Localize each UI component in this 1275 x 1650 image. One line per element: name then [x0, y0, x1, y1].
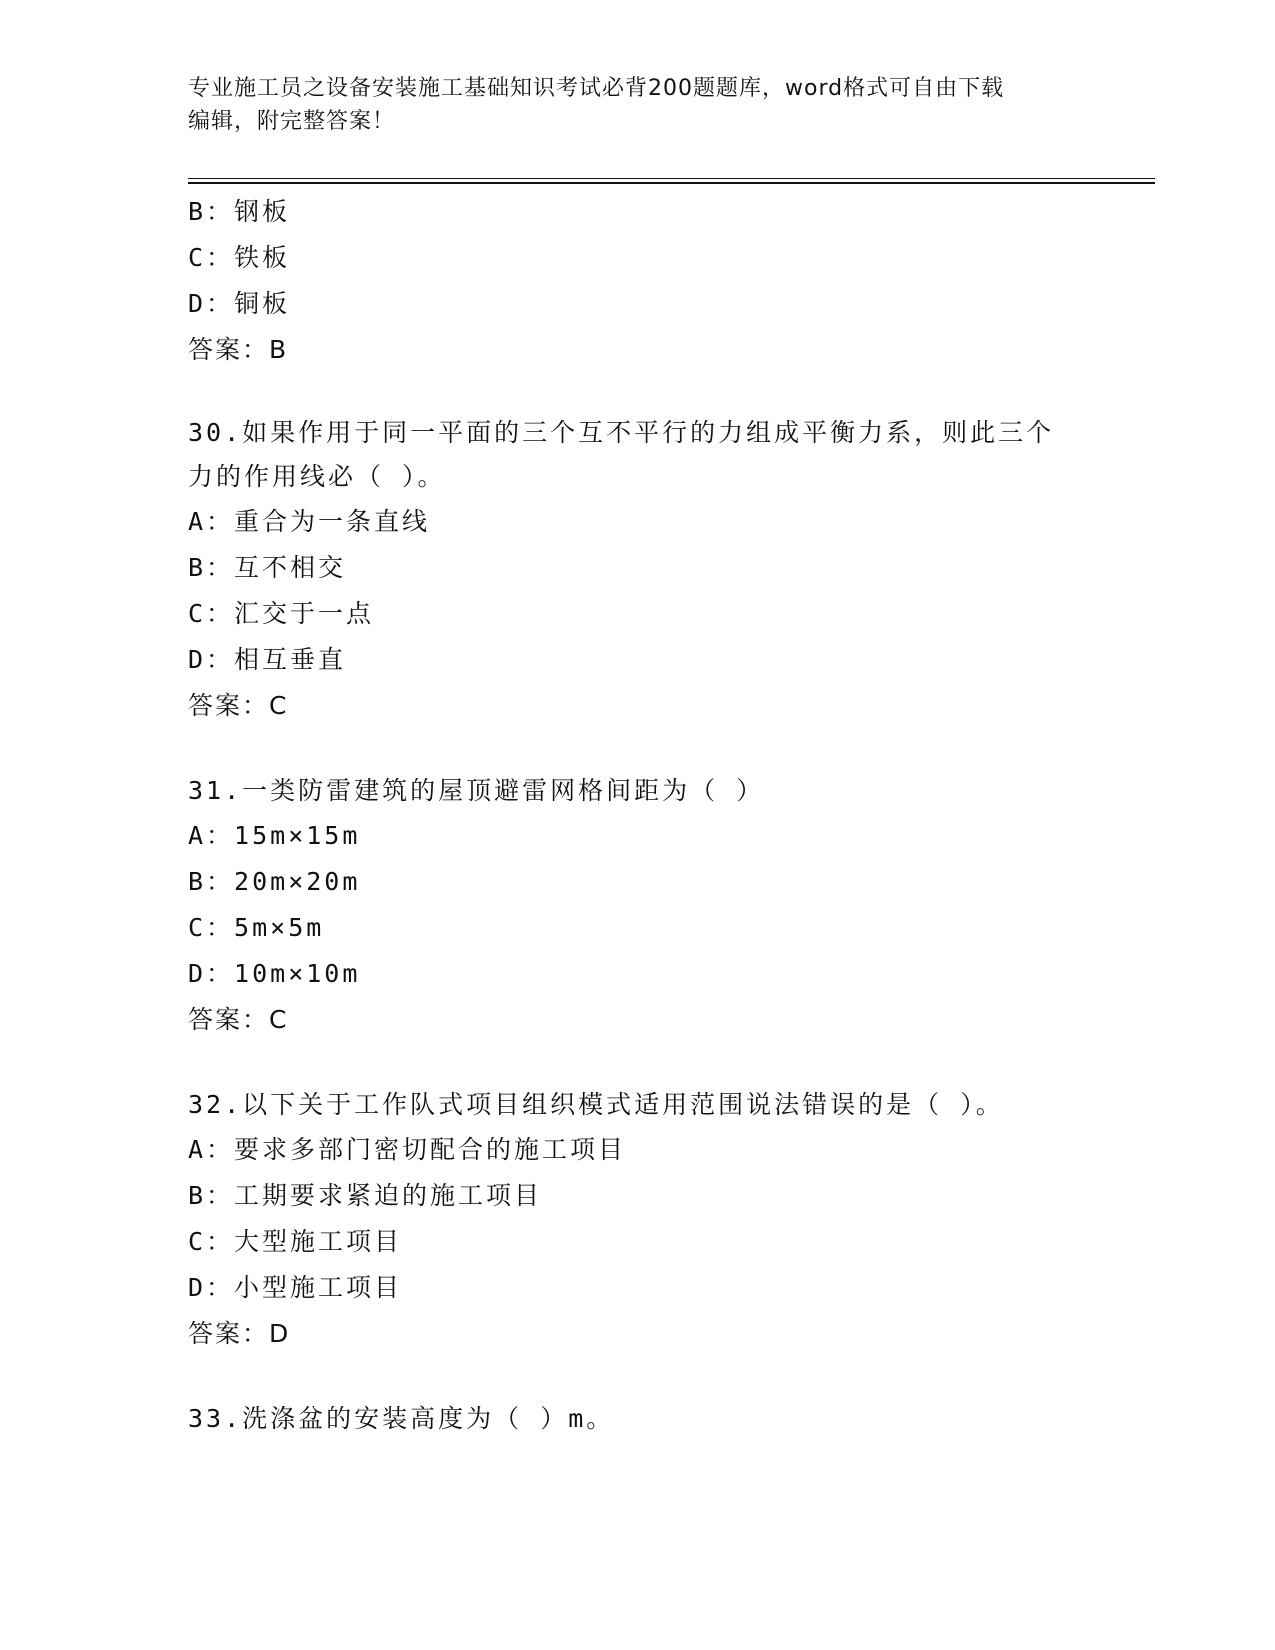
option-b: B：互不相交	[188, 553, 347, 582]
option-d: D：铜板	[188, 289, 291, 318]
spacer	[188, 729, 1088, 769]
question-stem-line: 30.如果作用于同一平面的三个互不平行的力组成平衡力系，则此三个	[188, 418, 1055, 447]
question-stem-line: 力的作用线必（ ）。	[188, 462, 446, 491]
option-d: D：10m×10m	[188, 959, 361, 988]
answer-text: 答案：C	[188, 1005, 289, 1034]
question-33	[188, 1397, 1088, 1441]
option-b: B：钢板	[188, 197, 291, 226]
question-stem	[188, 1083, 1088, 1127]
header-title-line1: 专业施工员之设备安装施工基础知识考试必背200题题库，word格式可自由下载	[188, 76, 1005, 101]
document-header	[188, 72, 1088, 138]
question-list	[188, 189, 1088, 1441]
header-divider-thin	[188, 178, 1155, 179]
answer-text: 答案：B	[188, 335, 289, 364]
spacer	[188, 373, 1088, 411]
question-stem	[188, 1397, 1088, 1441]
question-32	[188, 1083, 1088, 1357]
option-c: C：大型施工项目	[188, 1227, 403, 1256]
option-c: C：5m×5m	[188, 913, 325, 942]
option-a: A：15m×15m	[188, 821, 361, 850]
option-a: A：重合为一条直线	[188, 507, 431, 536]
option-d: D：小型施工项目	[188, 1273, 403, 1302]
question-29-tail	[188, 189, 1088, 373]
question-stem	[188, 411, 1088, 499]
option-d: D：相互垂直	[188, 645, 347, 674]
question-stem-line: 33.洗涤盆的安装高度为（ ）m。	[188, 1404, 615, 1433]
spacer	[188, 1043, 1088, 1083]
question-30	[188, 411, 1088, 729]
option-a: A：要求多部门密切配合的施工项目	[188, 1135, 627, 1164]
question-stem-line: 32.以下关于工作队式项目组织模式适用范围说法错误的是（ ）。	[188, 1090, 1004, 1119]
answer-text: 答案：D	[188, 1319, 291, 1348]
question-stem	[188, 769, 1088, 813]
question-31	[188, 769, 1088, 1043]
option-b: B：工期要求紧迫的施工项目	[188, 1181, 543, 1210]
spacer	[188, 1357, 1088, 1397]
answer-text: 答案：C	[188, 691, 289, 720]
option-c: C：铁板	[188, 243, 291, 272]
header-title-line2: 编辑，附完整答案！	[188, 109, 396, 134]
option-b: B：20m×20m	[188, 867, 361, 896]
question-stem-line: 31.一类防雷建筑的屋顶避雷网格间距为（ ）	[188, 776, 765, 805]
header-divider-thick	[188, 182, 1155, 184]
option-c: C：汇交于一点	[188, 599, 375, 628]
